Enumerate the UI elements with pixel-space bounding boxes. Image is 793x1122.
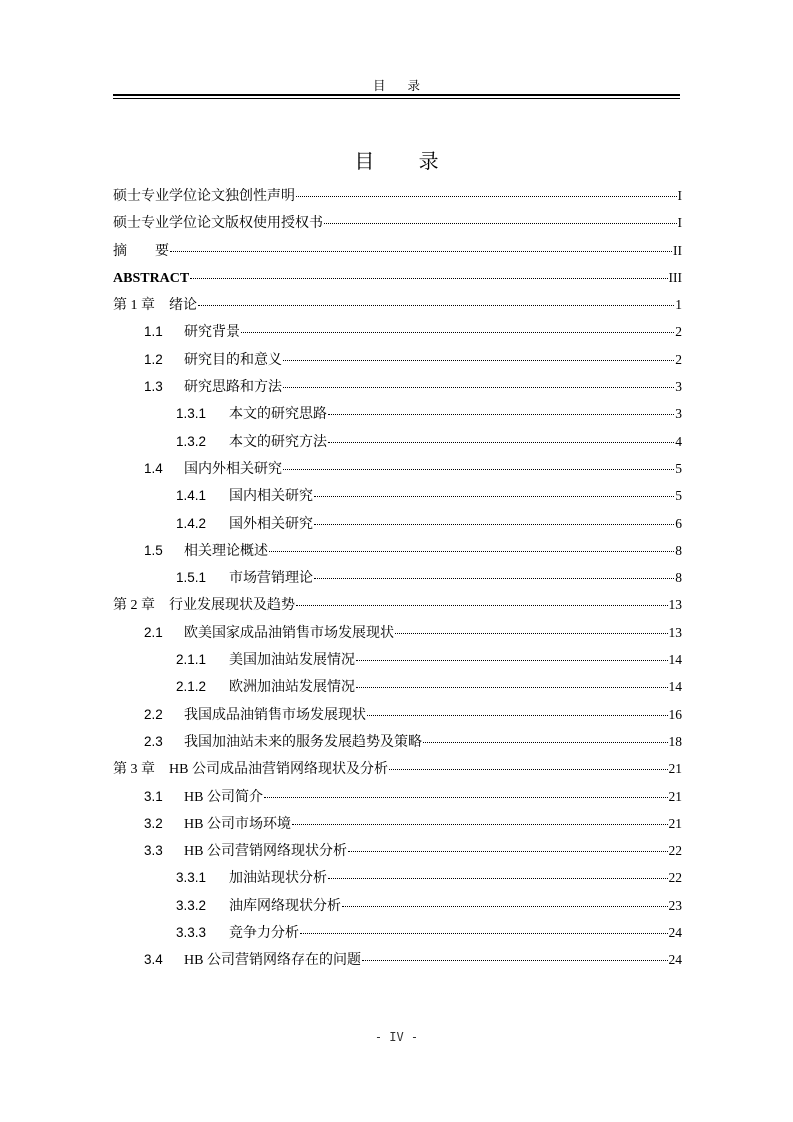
toc-entry-page: 21 <box>668 761 682 777</box>
toc-entry-number: 第 1 章 <box>113 298 155 314</box>
toc-dot-leader <box>292 823 668 825</box>
toc-entry-page: 21 <box>668 815 682 831</box>
toc-entry-page: II <box>673 242 682 258</box>
toc-entry-title: 研究目的和意义 <box>184 352 282 368</box>
toc-entry[interactable] <box>113 237 682 264</box>
toc-entry-number: 3.3.2 <box>176 897 207 913</box>
toc-entry-title: 欧美国家成品油销售市场发展现状 <box>184 625 394 641</box>
toc-entry-page: 24 <box>668 952 682 968</box>
toc-entry-page: I <box>677 188 682 203</box>
toc-entry-title: HB 公司简介 <box>184 789 263 805</box>
toc-entry-title: 绪论 <box>155 298 197 314</box>
toc-entry[interactable] <box>113 291 682 318</box>
toc-title: 目 录 <box>354 149 439 173</box>
toc-entry-page: I <box>677 215 682 231</box>
toc-entry-title: 国内外相关研究 <box>184 461 282 477</box>
toc-dot-leader <box>395 632 668 634</box>
toc-entry[interactable] <box>113 619 682 646</box>
toc-dot-leader <box>314 577 674 579</box>
toc-dot-leader <box>241 331 674 333</box>
toc-entry-number: 3.4 <box>144 952 163 968</box>
toc-dot-leader <box>170 250 672 252</box>
toc-entry-title: HB 公司市场环境 <box>184 816 291 832</box>
toc-entry-page: 8 <box>675 570 682 586</box>
toc-entry-number: 3.3.1 <box>176 870 207 886</box>
toc-entry-page: 8 <box>675 542 682 558</box>
toc-entry-page: 2 <box>675 324 682 340</box>
toc-entry-title: HB 公司营销网络存在的问题 <box>184 953 361 969</box>
toc-entry-title: 相关理论概述 <box>184 543 268 559</box>
toc-entry-number: 1.5.1 <box>176 570 207 586</box>
toc-entry[interactable] <box>113 373 682 400</box>
toc-entry-number: 第 2 章 <box>113 598 155 614</box>
toc-entry[interactable] <box>113 783 682 810</box>
toc-dot-leader <box>328 413 674 415</box>
toc-dot-leader <box>356 659 668 661</box>
toc-entry-page: 18 <box>668 733 682 749</box>
toc-dot-leader <box>314 495 674 497</box>
toc-entry-title: 国内相关研究 <box>229 489 313 505</box>
toc-entry-number: 1.1 <box>144 324 163 340</box>
toc-entry-number: 2.1.1 <box>176 652 207 668</box>
toc-entry-page: 13 <box>668 597 682 613</box>
toc-entry-title: 欧洲加油站发展情况 <box>229 680 355 696</box>
toc-entry-title: 研究背景 <box>184 325 240 341</box>
toc-entry-title: 硕士专业学位论文版权使用授权书 <box>113 216 323 232</box>
toc-entry-title: 研究思路和方法 <box>184 380 282 396</box>
toc-entry[interactable] <box>113 864 682 891</box>
toc-entry-number: 2.3 <box>144 733 163 749</box>
toc-entry-title: ABSTRACT <box>113 270 190 286</box>
toc-entry-number: 1.4 <box>144 460 163 476</box>
toc-entry[interactable] <box>113 755 682 782</box>
toc-entry-number: 1.2 <box>144 351 163 367</box>
toc-entry-title: 加油站现状分析 <box>229 871 327 887</box>
toc-entry-title: 市场营销理论 <box>229 571 313 587</box>
toc-entry-page: 24 <box>668 925 682 941</box>
toc-entry-page: 21 <box>668 788 682 804</box>
toc-dot-leader <box>283 386 674 388</box>
toc-dot-leader <box>296 195 677 197</box>
toc-entry-title: 我国加油站未来的服务发展趋势及策略 <box>184 734 422 750</box>
toc-entry-title: 硕士专业学位论文独创性声明 <box>113 189 295 204</box>
toc-entry-number: 3.3 <box>144 843 163 859</box>
toc-entry-number: 1.4.1 <box>176 488 207 504</box>
toc-entry-title: 本文的研究方法 <box>229 434 327 450</box>
toc-entry-page: 22 <box>668 870 682 886</box>
page-number: - IV - <box>374 1030 419 1044</box>
toc-entry-page: 4 <box>675 433 682 449</box>
toc-dot-leader <box>324 222 677 224</box>
header-rule-thin <box>113 98 680 99</box>
toc-dot-leader <box>328 877 668 879</box>
toc-entry[interactable] <box>113 837 682 864</box>
toc-entry-number: 1.3.1 <box>176 406 207 422</box>
toc-entry-title: 摘 要 <box>113 243 169 259</box>
toc-entry-page: 14 <box>668 652 682 668</box>
toc-entry-title: 竞争力分析 <box>229 926 299 942</box>
toc-entry-title: 国外相关研究 <box>229 516 313 532</box>
toc-entry-title: 油库网络现状分析 <box>229 898 341 914</box>
toc-entry[interactable] <box>113 646 682 673</box>
toc-entry[interactable] <box>113 919 682 946</box>
toc-dot-leader <box>362 959 668 961</box>
toc-entry[interactable] <box>113 400 682 427</box>
toc-entry-page: 1 <box>675 297 682 313</box>
toc-entry-page: 23 <box>668 897 682 913</box>
toc-entry[interactable] <box>113 701 682 728</box>
toc-entry[interactable] <box>113 209 682 236</box>
toc-dot-leader <box>300 932 668 934</box>
toc-entry-title: 美国加油站发展情况 <box>229 653 355 669</box>
toc-dot-leader <box>296 604 668 606</box>
toc-dot-leader <box>328 441 674 443</box>
toc-entry-title: HB 公司营销网络现状分析 <box>184 844 347 860</box>
toc-entry[interactable] <box>113 346 682 373</box>
toc-entry-page: 13 <box>668 624 682 640</box>
toc-entry-number: 3.2 <box>144 815 163 831</box>
toc-dot-leader <box>269 550 674 552</box>
table-of-contents <box>113 182 682 974</box>
toc-entry[interactable] <box>113 318 682 345</box>
toc-dot-leader <box>348 850 668 852</box>
toc-entry-number: 第 3 章 <box>113 762 155 778</box>
toc-entry-number: 2.1 <box>144 624 163 640</box>
toc-entry[interactable] <box>113 728 682 755</box>
toc-entry-title: 行业发展现状及趋势 <box>155 598 295 614</box>
toc-entry[interactable] <box>113 510 682 537</box>
toc-entry[interactable] <box>113 892 682 919</box>
toc-entry-page: III <box>668 269 682 285</box>
toc-dot-leader <box>264 796 668 798</box>
toc-entry-number: 1.5 <box>144 542 163 558</box>
toc-entry[interactable] <box>113 591 682 618</box>
toc-entry-page: 5 <box>675 460 682 476</box>
toc-entry[interactable] <box>113 810 682 837</box>
toc-entry-page: 3 <box>675 406 682 422</box>
toc-entry-number: 2.2 <box>144 706 163 722</box>
toc-entry[interactable] <box>113 482 682 509</box>
toc-entry-number: 1.3 <box>144 379 163 395</box>
toc-dot-leader <box>314 523 674 525</box>
toc-entry[interactable] <box>113 564 682 591</box>
header-rule-thick <box>113 94 680 96</box>
toc-entry-title: HB 公司成品油营销网络现状及分析 <box>155 762 388 778</box>
toc-entry-number: 1.4.2 <box>176 515 207 531</box>
toc-entry[interactable] <box>113 264 682 291</box>
toc-dot-leader <box>198 304 674 306</box>
toc-entry-number: 3.1 <box>144 788 163 804</box>
toc-entry-title: 我国成品油销售市场发展现状 <box>184 707 366 723</box>
toc-entry-number: 2.1.2 <box>176 679 207 695</box>
toc-dot-leader <box>190 277 667 279</box>
toc-entry-page: 16 <box>668 706 682 722</box>
toc-entry[interactable] <box>113 673 682 700</box>
toc-entry-title: 本文的研究思路 <box>229 407 327 423</box>
toc-entry-number: 3.3.3 <box>176 925 207 941</box>
toc-dot-leader <box>367 714 668 716</box>
toc-entry-page: 6 <box>675 515 682 531</box>
toc-dot-leader <box>389 768 668 770</box>
toc-entry[interactable] <box>113 182 682 209</box>
toc-entry[interactable] <box>113 428 682 455</box>
toc-entry-page: 3 <box>675 379 682 395</box>
toc-dot-leader <box>342 905 668 907</box>
toc-entry-page: 2 <box>675 351 682 367</box>
toc-entry[interactable] <box>113 537 682 564</box>
toc-dot-leader <box>283 359 674 361</box>
toc-dot-leader <box>356 686 668 688</box>
toc-entry-page: 22 <box>668 843 682 859</box>
toc-entry[interactable] <box>113 946 682 973</box>
toc-entry-page: 14 <box>668 679 682 695</box>
toc-entry-page: 5 <box>675 488 682 504</box>
toc-dot-leader <box>423 741 668 743</box>
toc-entry-number: 1.3.2 <box>176 433 207 449</box>
running-header: 目 录 <box>373 78 420 93</box>
toc-dot-leader <box>283 468 674 470</box>
toc-entry[interactable] <box>113 455 682 482</box>
